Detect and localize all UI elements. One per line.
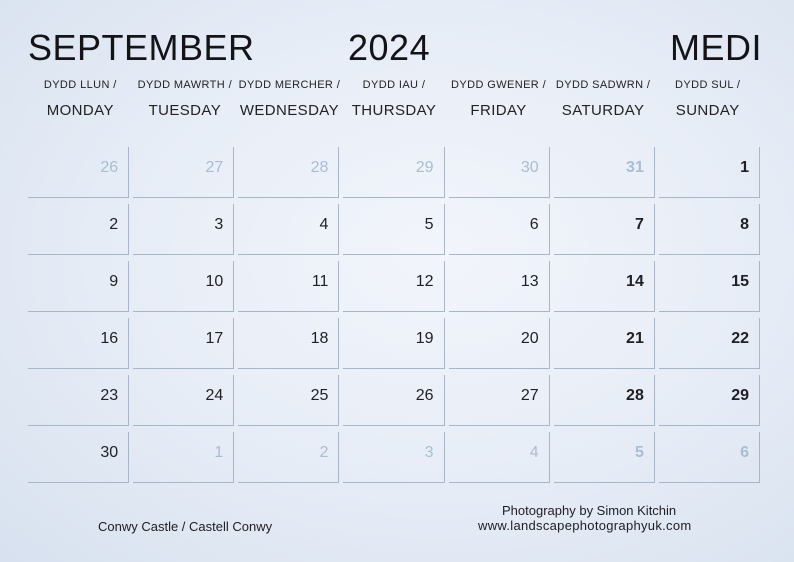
date-number: 4 xyxy=(529,444,539,461)
date-number: 6 xyxy=(529,216,539,233)
date-number: 4 xyxy=(319,216,329,233)
date-number: 2 xyxy=(319,444,329,461)
date-cell xyxy=(133,147,234,198)
weekday-tuesday xyxy=(133,78,238,121)
date-cell xyxy=(659,204,760,255)
date-cell xyxy=(238,318,339,369)
date-number: 3 xyxy=(424,444,434,461)
calendar-grid xyxy=(28,147,760,483)
weekday-english-label: FRIDAY xyxy=(470,102,527,119)
date-number: 12 xyxy=(415,273,434,290)
date-cell xyxy=(659,261,760,312)
weekday-english-label: THURSDAY xyxy=(351,102,437,119)
date-cell xyxy=(238,204,339,255)
weekday-wednesday xyxy=(237,78,342,121)
weekday-english-label: SATURDAY xyxy=(561,102,645,119)
date-number: 5 xyxy=(634,444,644,461)
date-number: 22 xyxy=(731,330,749,347)
weekday-english-label: SUNDAY xyxy=(675,102,740,119)
date-number: 11 xyxy=(311,273,329,290)
weekday-english-label: MONDAY xyxy=(46,102,114,119)
weekday-welsh-label: DYDD SUL / xyxy=(675,79,741,91)
date-number: 17 xyxy=(205,330,224,347)
date-cell xyxy=(343,261,444,312)
date-cell xyxy=(449,318,550,369)
date-cell xyxy=(238,432,339,483)
date-cell xyxy=(238,147,339,198)
date-number: 19 xyxy=(415,330,434,347)
date-cell xyxy=(238,261,339,312)
date-cell xyxy=(28,375,129,426)
date-cell xyxy=(133,432,234,483)
weekday-english-label: WEDNESDAY xyxy=(239,102,339,119)
date-cell xyxy=(449,261,550,312)
date-cell xyxy=(28,261,129,312)
date-number: 13 xyxy=(520,273,539,290)
date-number: 10 xyxy=(205,273,224,290)
date-cell xyxy=(449,432,550,483)
date-number: 31 xyxy=(626,159,644,176)
date-cell xyxy=(28,318,129,369)
date-number: 27 xyxy=(205,159,224,176)
website-url: www.landscapephotographyuk.com xyxy=(478,518,692,533)
weekday-thursday xyxy=(342,78,447,121)
date-cell xyxy=(238,375,339,426)
date-number: 29 xyxy=(731,387,749,404)
date-number: 14 xyxy=(626,273,644,290)
date-cell xyxy=(449,147,550,198)
month-title: SEPTEMBER xyxy=(28,27,255,68)
date-number: 21 xyxy=(626,330,644,347)
date-cell xyxy=(659,375,760,426)
date-cell xyxy=(554,375,655,426)
date-cell xyxy=(554,147,655,198)
date-number: 1 xyxy=(740,159,749,176)
date-cell xyxy=(659,147,760,198)
weekday-friday xyxy=(446,78,551,121)
date-number: 20 xyxy=(520,330,539,347)
date-number: 8 xyxy=(740,216,749,233)
weekday-monday xyxy=(28,78,133,121)
month-title-welsh: MEDI xyxy=(670,27,762,68)
date-number: 28 xyxy=(310,159,329,176)
year-title: 2024 xyxy=(348,27,431,68)
date-number: 28 xyxy=(626,387,644,404)
weekday-welsh-label: DYDD IAU / xyxy=(362,79,426,91)
date-cell xyxy=(554,432,655,483)
date-number: 1 xyxy=(214,444,224,461)
date-number: 26 xyxy=(415,387,434,404)
photo-credit: Photography by Simon Kitchin xyxy=(502,503,677,518)
date-cell xyxy=(554,261,655,312)
weekday-english-label: TUESDAY xyxy=(148,102,222,119)
date-number: 6 xyxy=(740,444,749,461)
date-cell xyxy=(28,204,129,255)
date-cell xyxy=(343,375,444,426)
date-number: 27 xyxy=(520,387,539,404)
date-cell xyxy=(659,432,760,483)
date-number: 25 xyxy=(310,387,329,404)
photo-caption: Conwy Castle / Castell Conwy xyxy=(98,519,273,534)
date-cell xyxy=(343,318,444,369)
date-cell xyxy=(554,204,655,255)
date-number: 24 xyxy=(205,387,224,404)
date-cell xyxy=(133,318,234,369)
date-number: 2 xyxy=(109,216,119,233)
date-cell xyxy=(449,375,550,426)
weekday-welsh-label: DYDD SADWRN / xyxy=(555,79,651,91)
weekday-sunday xyxy=(655,78,760,121)
date-number: 7 xyxy=(634,216,644,233)
date-number: 16 xyxy=(100,330,119,347)
date-number: 26 xyxy=(100,159,119,176)
date-number: 3 xyxy=(214,216,224,233)
date-number: 9 xyxy=(109,273,119,290)
date-cell xyxy=(133,204,234,255)
weekday-saturday xyxy=(551,78,656,121)
date-cell xyxy=(343,147,444,198)
date-cell xyxy=(28,432,129,483)
date-number: 29 xyxy=(415,159,434,176)
date-cell xyxy=(659,318,760,369)
weekday-welsh-label: DYDD GWENER / xyxy=(451,79,547,91)
date-cell xyxy=(554,318,655,369)
date-number: 5 xyxy=(424,216,434,233)
weekday-header-row xyxy=(28,78,760,121)
weekday-welsh-label: DYDD MAWRTH / xyxy=(137,79,233,91)
date-number: 23 xyxy=(100,387,119,404)
date-number: 30 xyxy=(520,159,539,176)
date-cell xyxy=(343,204,444,255)
weekday-welsh-label: DYDD MERCHER / xyxy=(238,79,341,91)
date-number: 30 xyxy=(100,444,119,461)
date-cell xyxy=(133,375,234,426)
date-cell xyxy=(449,204,550,255)
date-number: 18 xyxy=(310,330,329,347)
date-cell xyxy=(28,147,129,198)
weekday-welsh-label: DYDD LLUN / xyxy=(43,79,117,91)
date-cell xyxy=(343,432,444,483)
date-cell xyxy=(133,261,234,312)
date-number: 15 xyxy=(731,273,749,290)
